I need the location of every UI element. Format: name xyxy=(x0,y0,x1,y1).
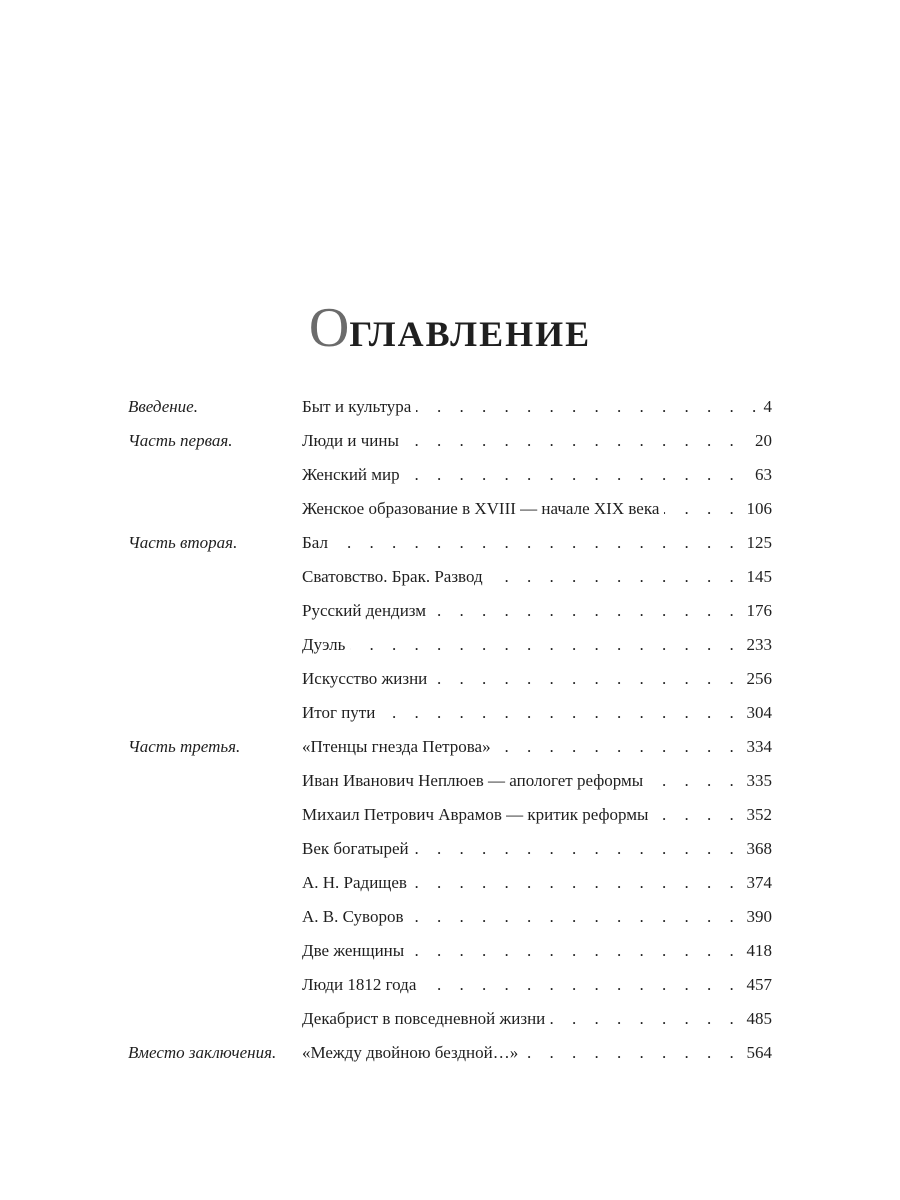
toc-entry[interactable] xyxy=(302,426,772,456)
toc-row xyxy=(128,460,772,494)
page-title-initial: О xyxy=(308,297,350,359)
toc-page-number: 125 xyxy=(742,528,773,558)
toc-entry[interactable] xyxy=(302,528,772,558)
toc-entry-title: Итог пути xyxy=(302,703,380,722)
toc-row xyxy=(128,392,772,426)
toc-entry-title: Быт и культура xyxy=(302,397,416,416)
dot-leader xyxy=(302,528,772,558)
toc-page-number: 304 xyxy=(742,698,773,728)
toc-row xyxy=(128,562,772,596)
toc-entry-title: Бал xyxy=(302,533,333,552)
toc-row xyxy=(128,834,772,868)
toc-row xyxy=(128,494,772,528)
toc-entry[interactable] xyxy=(302,970,772,1000)
toc-page-number: 457 xyxy=(742,970,773,1000)
toc-row xyxy=(128,630,772,664)
toc-section-label: Часть вторая. xyxy=(128,533,238,552)
toc-page-number: 564 xyxy=(742,1038,773,1068)
toc-entry[interactable] xyxy=(302,460,772,490)
toc-row xyxy=(128,1038,772,1072)
toc-section-label: Часть первая. xyxy=(128,431,233,450)
toc-row xyxy=(128,698,772,732)
toc-page-number: 4 xyxy=(759,392,773,422)
toc-entry-title: Люди 1812 года xyxy=(302,975,421,994)
toc-row xyxy=(128,936,772,970)
toc-page-number: 256 xyxy=(742,664,773,694)
table-of-contents xyxy=(128,392,772,1072)
toc-entry-title: Декабрист в повседневной жизни xyxy=(302,1009,550,1028)
toc-entry-title: Две женщины xyxy=(302,941,409,960)
toc-entry-title: «Птенцы гнезда Петрова» xyxy=(302,737,496,756)
page-title xyxy=(0,297,900,359)
toc-entry[interactable] xyxy=(302,562,772,592)
toc-page-number: 335 xyxy=(742,766,773,796)
toc-entry[interactable] xyxy=(302,766,772,796)
toc-row xyxy=(128,868,772,902)
toc-entry[interactable] xyxy=(302,868,772,898)
toc-entry-title: Люди и чины xyxy=(302,431,404,450)
toc-page-number: 374 xyxy=(742,868,773,898)
toc-page-number: 20 xyxy=(750,426,772,456)
dot-leader xyxy=(302,630,772,660)
toc-entry[interactable] xyxy=(302,392,772,422)
toc-entry-title: Дуэль xyxy=(302,635,350,654)
toc-page-number: 418 xyxy=(742,936,773,966)
toc-page-number: 390 xyxy=(742,902,773,932)
toc-entry[interactable] xyxy=(302,596,772,626)
toc-entry[interactable] xyxy=(302,1004,772,1034)
toc-page-number: 106 xyxy=(742,494,773,524)
toc-entry[interactable] xyxy=(302,902,772,932)
toc-page-number: 176 xyxy=(742,596,773,626)
toc-entry[interactable] xyxy=(302,494,772,524)
toc-page-number: 145 xyxy=(742,562,773,592)
toc-entry[interactable] xyxy=(302,800,772,830)
toc-entry[interactable] xyxy=(302,732,772,762)
toc-row xyxy=(128,766,772,800)
toc-entry-title: Иван Иванович Неплюев — апологет реформы xyxy=(302,771,648,790)
toc-section-label: Вместо заключения. xyxy=(128,1043,277,1062)
toc-row xyxy=(128,970,772,1004)
toc-page-number: 334 xyxy=(742,732,773,762)
toc-entry-title: Женский мир xyxy=(302,465,405,484)
toc-section-label: Введение. xyxy=(128,397,198,416)
toc-entry-title: Женское образование в XVIII — начале XIX века xyxy=(302,499,664,518)
toc-entry[interactable] xyxy=(302,936,772,966)
toc-row xyxy=(128,664,772,698)
toc-page-number: 63 xyxy=(750,460,772,490)
toc-entry-title: Русский дендизм xyxy=(302,601,431,620)
toc-row xyxy=(128,1004,772,1038)
toc-entry-title: Михаил Петрович Аврамов — критик реформы xyxy=(302,805,653,824)
toc-entry-title: «Между двойною бездной…» xyxy=(302,1043,523,1062)
toc-entry[interactable] xyxy=(302,834,772,864)
toc-entry[interactable] xyxy=(302,664,772,694)
toc-row xyxy=(128,596,772,630)
toc-section-label: Часть третья. xyxy=(128,737,241,756)
toc-entry-title: А. Н. Радищев xyxy=(302,873,412,892)
toc-page-number: 485 xyxy=(742,1004,773,1034)
toc-entry-title: Сватовство. Брак. Развод xyxy=(302,567,488,586)
toc-entry[interactable] xyxy=(302,698,772,728)
toc-row xyxy=(128,800,772,834)
toc-entry-title: А. В. Суворов xyxy=(302,907,408,926)
toc-entry[interactable] xyxy=(302,1038,772,1068)
toc-entry-title: Искусство жизни xyxy=(302,669,432,688)
page-title-rest: ГЛАВЛЕНИЕ xyxy=(349,314,592,354)
toc-row xyxy=(128,902,772,936)
toc-row xyxy=(128,732,772,766)
toc-page-number: 352 xyxy=(742,800,773,830)
toc-page-number: 368 xyxy=(742,834,773,864)
toc-entry-title: Век богатырей xyxy=(302,839,414,858)
toc-page-number: 233 xyxy=(742,630,773,660)
toc-row xyxy=(128,528,772,562)
toc-entry[interactable] xyxy=(302,630,772,660)
toc-row xyxy=(128,426,772,460)
